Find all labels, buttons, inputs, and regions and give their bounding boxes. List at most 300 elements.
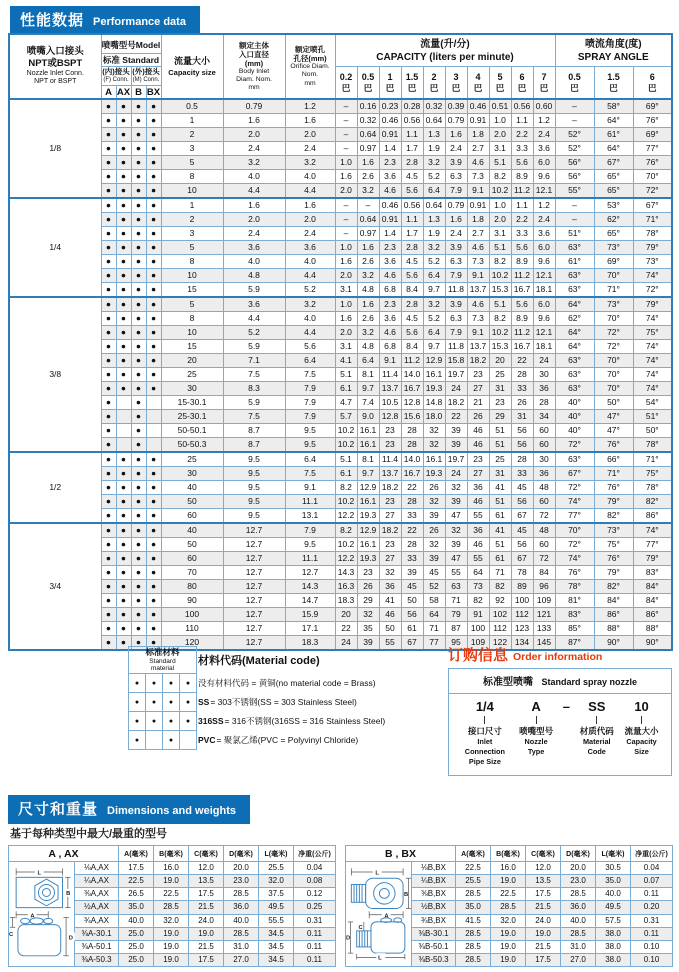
flow-value: 7.9 xyxy=(445,269,467,283)
performance-row xyxy=(9,538,672,552)
model-available-dot: ● xyxy=(131,340,146,354)
orifice-value: 1.2 xyxy=(285,99,335,114)
dimension-value: 22.5 xyxy=(456,862,491,875)
dimension-value: 16.0 xyxy=(154,862,189,875)
dimension-value: 40.0 xyxy=(561,914,596,927)
capacity-size-value: 50 xyxy=(161,538,223,552)
flow-value: 32 xyxy=(445,523,467,538)
model-available-dot: ● xyxy=(116,283,131,298)
flow-value: 10.5 xyxy=(379,396,401,410)
dim-column-header: L(毫米) xyxy=(596,846,631,862)
model-available-dot: ● xyxy=(146,198,161,213)
dim-banner-en: Dimensions and weights xyxy=(107,805,236,817)
flow-value: 3.2 xyxy=(357,269,379,283)
flow-value: 5.6 xyxy=(511,156,533,170)
capacity-size-value: 50-50.3 xyxy=(161,438,223,453)
orifice-value: 2.4 xyxy=(285,227,335,241)
flow-value: 24 xyxy=(533,354,555,368)
spray-angle-value: 86° xyxy=(633,608,672,622)
standard-material-head xyxy=(129,647,197,674)
dimension-value: 0.04 xyxy=(631,862,673,875)
flow-value: 2.3 xyxy=(379,241,401,255)
body-inlet-value: 3.6 xyxy=(223,241,285,255)
model-label: ½B,BX xyxy=(412,901,456,914)
flow-value: 0.28 xyxy=(401,99,423,114)
performance-row xyxy=(9,213,672,227)
dimension-value: 0.31 xyxy=(631,914,673,927)
flow-value: 7.3 xyxy=(467,170,489,184)
model-available-dot: ● xyxy=(101,382,116,396)
model-available-dot: ● xyxy=(101,227,116,241)
material-row xyxy=(129,674,197,693)
spray-angle-value: 90° xyxy=(633,636,672,651)
orifice-value: 7.9 xyxy=(285,523,335,538)
model-available-dot: ● xyxy=(101,636,116,651)
flow-value: 18.1 xyxy=(533,340,555,354)
flow-value: 9.0 xyxy=(357,410,379,424)
flow-value: 78 xyxy=(511,566,533,580)
flow-value: 41 xyxy=(489,523,511,538)
spray-angle-value: 69° xyxy=(633,99,672,114)
dimensions-weights-banner xyxy=(8,795,250,824)
model-available-dot: ● xyxy=(131,594,146,608)
capacity-size-value: 8 xyxy=(161,170,223,184)
flow-value: 3.6 xyxy=(379,170,401,184)
order-header-en: Standard spray nozzle xyxy=(541,677,637,687)
orifice-value: 3.2 xyxy=(285,297,335,312)
flow-value: 12.1 xyxy=(533,269,555,283)
flow-value: 67 xyxy=(511,552,533,566)
flow-value: 16.1 xyxy=(423,452,445,467)
dimension-value: 36.0 xyxy=(224,901,259,914)
dimension-value: 23.0 xyxy=(561,875,596,888)
flow-value: 92 xyxy=(489,594,511,608)
performance-row xyxy=(9,99,672,114)
dimension-value: 0.25 xyxy=(294,901,336,914)
model-available-dot: ● xyxy=(131,481,146,495)
spray-angle-zh: 喷流角度(度) xyxy=(584,38,642,50)
orifice-value: 7.5 xyxy=(285,467,335,481)
flow-value: 30 xyxy=(533,368,555,382)
spray-angle-value: 64° xyxy=(555,297,594,312)
flow-value: 3.9 xyxy=(445,156,467,170)
flow-value: 41 xyxy=(489,481,511,495)
flow-value: 46 xyxy=(467,424,489,438)
model-label: ⅜A-50.3 xyxy=(75,953,119,966)
flow-value: 9.1 xyxy=(467,269,489,283)
spray-angle-value: 72° xyxy=(633,283,672,298)
model-available-dot: ● xyxy=(131,636,146,651)
dim-column-header: B(毫米) xyxy=(491,846,526,862)
flow-value: 6.0 xyxy=(533,297,555,312)
flow-value: 39 xyxy=(401,566,423,580)
orifice-value: 7.9 xyxy=(285,396,335,410)
flow-value: 71 xyxy=(445,594,467,608)
flow-value: 50 xyxy=(379,622,401,636)
flow-value: 6.3 xyxy=(445,312,467,326)
dimension-value: 28.5 xyxy=(491,901,526,914)
inlet-header-zh1: 喷嘴入口接头 xyxy=(26,46,84,58)
model-label: ¾B,BX xyxy=(412,914,456,927)
spray-angle-value: 73° xyxy=(594,523,633,538)
flow-value: 1.0 xyxy=(489,198,511,213)
spray-angle-value: 76° xyxy=(633,114,672,128)
order-title-en: Order information xyxy=(513,651,603,663)
flow-value: 2.8 xyxy=(401,297,423,312)
flow-value: 0.79 xyxy=(445,114,467,128)
performance-row xyxy=(9,340,672,354)
flow-value: 1.8 xyxy=(467,213,489,227)
flow-value: 6.0 xyxy=(533,156,555,170)
dimension-value: 25.0 xyxy=(119,953,154,966)
flow-value: 16.1 xyxy=(357,438,379,453)
angle-pressure-column-header xyxy=(555,67,594,100)
flow-value: 10.2 xyxy=(335,424,357,438)
model-available-dot: ● xyxy=(131,467,146,481)
model-available-dot: ● xyxy=(131,566,146,580)
flow-value: 3.1 xyxy=(335,340,357,354)
flow-value: 18.1 xyxy=(533,283,555,298)
performance-row xyxy=(9,198,672,213)
flow-value: 61 xyxy=(401,622,423,636)
flow-value: 96 xyxy=(533,580,555,594)
body-inlet-value: 12.7 xyxy=(223,538,285,552)
flow-value: 9.1 xyxy=(379,354,401,368)
body-inlet-value: 2.0 xyxy=(223,213,285,227)
model-available-dot: ● xyxy=(101,241,116,255)
model-available-dot: ● xyxy=(101,467,116,481)
flow-value: 73 xyxy=(467,580,489,594)
inlet-size-cell: 1/8 xyxy=(9,99,101,198)
spray-angle-value: – xyxy=(555,114,594,128)
flow-value: 2.8 xyxy=(401,156,423,170)
flow-value: 22 xyxy=(335,622,357,636)
flow-value: – xyxy=(335,99,357,114)
spray-angle-value: 51° xyxy=(555,227,594,241)
capacity-size-value: 60 xyxy=(161,552,223,566)
flow-value: 36 xyxy=(533,382,555,396)
banner-title-zh: 性能数据 xyxy=(20,12,85,29)
flow-value: 1.6 xyxy=(335,170,357,184)
body-inlet-value: 4.0 xyxy=(223,170,285,184)
model-label: ¼B,BX xyxy=(412,875,456,888)
model-available-dot: ● xyxy=(131,438,146,453)
model-available-dot: ● xyxy=(116,170,131,184)
model-available-dot: ● xyxy=(146,509,161,524)
spray-angle-value: 74° xyxy=(633,368,672,382)
flow-value: 33 xyxy=(511,467,533,481)
flow-value: 39 xyxy=(423,552,445,566)
spray-angle-value: 72° xyxy=(633,184,672,199)
model-available-dot: ● xyxy=(146,622,161,636)
flow-value: 123 xyxy=(511,622,533,636)
model-available-dot: ● xyxy=(116,142,131,156)
dim-column-header: B(毫米) xyxy=(154,846,189,862)
flow-value: 6.1 xyxy=(335,382,357,396)
performance-row xyxy=(9,396,672,410)
m-conn-zh: (外)接头 xyxy=(132,67,160,77)
flow-value: 56 xyxy=(511,438,533,453)
flow-value: 22 xyxy=(401,481,423,495)
flow-value: 28 xyxy=(401,495,423,509)
flow-value: 1.8 xyxy=(467,128,489,142)
dim-column-header: 净重(公斤) xyxy=(631,846,673,862)
performance-row xyxy=(9,523,672,538)
model-available-dot: ● xyxy=(101,538,116,552)
pressure-column-header xyxy=(423,67,445,100)
flow-value: 1.6 xyxy=(357,297,379,312)
model-available-dot: ● xyxy=(101,580,116,594)
flow-value: 51 xyxy=(489,438,511,453)
flow-value: 32 xyxy=(445,481,467,495)
flow-value: 55 xyxy=(467,552,489,566)
flow-value: 109 xyxy=(467,636,489,651)
flow-value: 56 xyxy=(511,424,533,438)
flow-value: 1.6 xyxy=(445,213,467,227)
dim-table-a-title: A , AX xyxy=(9,846,119,862)
pressure-value: 1.5 xyxy=(607,72,620,82)
flow-value: 6.8 xyxy=(379,340,401,354)
model-available-dot: ● xyxy=(101,156,116,170)
flow-value: 71 xyxy=(489,566,511,580)
standard-material-header-row xyxy=(129,647,197,674)
flow-value: 4.6 xyxy=(379,269,401,283)
flow-value: 8.4 xyxy=(401,340,423,354)
header-row-3 xyxy=(9,67,672,86)
model-available-dot: ● xyxy=(131,622,146,636)
flow-value: 28 xyxy=(401,438,423,453)
capacity-size-value: 5 xyxy=(161,241,223,255)
standard-material-header xyxy=(129,647,197,674)
model-header-en: Model xyxy=(135,40,161,50)
flow-value: 0.64 xyxy=(357,128,379,142)
flow-value: 82 xyxy=(467,594,489,608)
spray-angle-value: 64° xyxy=(594,114,633,128)
material-available-dot: ● xyxy=(163,674,180,693)
spray-angle-value: 77° xyxy=(633,538,672,552)
dimension-value: 20.0 xyxy=(224,862,259,875)
model-available-dot: ● xyxy=(101,424,116,438)
spray-angle-value: 71° xyxy=(633,452,672,467)
flow-value: 1.0 xyxy=(335,297,357,312)
dimension-value: 40.0 xyxy=(119,914,154,927)
dim-header-row xyxy=(9,846,336,862)
pressure-value: 7 xyxy=(541,72,547,82)
dim-column-header: A(毫米) xyxy=(456,846,491,862)
standard-material-body xyxy=(129,674,197,750)
capacity-size-value: 110 xyxy=(161,622,223,636)
model-available-dot: ● xyxy=(116,636,131,651)
female-connection-header xyxy=(101,67,131,86)
capacity-size-value: 0.5 xyxy=(161,99,223,114)
body-inlet-value: 12.7 xyxy=(223,636,285,651)
flow-value: 11.2 xyxy=(511,184,533,199)
dim-column-header: D(毫米) xyxy=(224,846,259,862)
material-available-dot: ● xyxy=(180,712,197,731)
order-part-label: Type xyxy=(527,747,545,757)
model-available-dot: ● xyxy=(101,170,116,184)
orifice-value: 14.7 xyxy=(285,594,335,608)
material-code-title: 材料代码(Material code) xyxy=(198,654,320,667)
flow-value: 0.51 xyxy=(489,99,511,114)
flow-value: 0.79 xyxy=(445,198,467,213)
order-part xyxy=(618,699,665,767)
model-label: ⅜B-50.1 xyxy=(412,940,456,953)
model-unavailable-cell xyxy=(116,438,131,453)
svg-text:B: B xyxy=(403,892,409,899)
flow-value: 6.3 xyxy=(445,255,467,269)
model-available-dot: ● xyxy=(116,368,131,382)
capacity-size-value: 25 xyxy=(161,452,223,467)
spray-angle-value: 74° xyxy=(633,354,672,368)
flow-value: 14.8 xyxy=(423,396,445,410)
body-inlet-value: 12.7 xyxy=(223,523,285,538)
model-column-a: A xyxy=(101,86,116,100)
flow-value: 27 xyxy=(467,382,489,396)
flow-value: 24 xyxy=(445,467,467,481)
flow-value: 121 xyxy=(533,608,555,622)
dimension-value: 22.5 xyxy=(119,875,154,888)
order-tick-line xyxy=(641,716,642,724)
material-code-legend xyxy=(198,646,478,749)
model-available-dot: ● xyxy=(131,538,146,552)
order-part-label: Size xyxy=(634,747,649,757)
dimension-value: 17.5 xyxy=(119,862,154,875)
performance-table-head xyxy=(9,34,672,99)
flow-value: 29 xyxy=(489,410,511,424)
flow-value: 6.4 xyxy=(423,326,445,340)
dimension-value: 34.5 xyxy=(259,953,294,966)
flow-value: 1.3 xyxy=(423,128,445,142)
model-available-dot: ● xyxy=(146,269,161,283)
flow-value: 33 xyxy=(401,552,423,566)
model-available-dot: ● xyxy=(146,368,161,382)
flow-value: 22 xyxy=(401,523,423,538)
model-available-dot: ● xyxy=(146,382,161,396)
model-available-dot: ● xyxy=(101,198,116,213)
flow-value: 0.32 xyxy=(357,114,379,128)
dimension-value: 0.07 xyxy=(631,875,673,888)
flow-value: 12.1 xyxy=(533,184,555,199)
model-unavailable-cell xyxy=(116,424,131,438)
body-inlet-value: 12.7 xyxy=(223,580,285,594)
flow-value: 32 xyxy=(379,566,401,580)
material-available-dot: ● xyxy=(163,693,180,712)
dim-column-header: 净重(公斤) xyxy=(294,846,336,862)
dimension-value: 37.5 xyxy=(259,888,294,901)
model-available-dot: ● xyxy=(101,213,116,227)
orifice-line: 额定喷孔 xyxy=(295,45,326,55)
material-row xyxy=(129,712,197,731)
flow-value: 56 xyxy=(511,538,533,552)
flow-value: 5.1 xyxy=(489,297,511,312)
order-code-breakdown xyxy=(449,694,671,775)
body-inlet-value: 8.7 xyxy=(223,438,285,453)
model-available-dot: ● xyxy=(116,552,131,566)
flow-value: 20 xyxy=(489,354,511,368)
flow-value: 8.2 xyxy=(489,312,511,326)
capacity-title-zh: 流量(升/分) xyxy=(420,38,470,50)
body-inlet-value: 2.4 xyxy=(223,227,285,241)
dimension-value: 13.5 xyxy=(189,875,224,888)
flow-value: 12.9 xyxy=(423,354,445,368)
flow-value: 2.0 xyxy=(489,213,511,227)
orifice-value: 11.1 xyxy=(285,495,335,509)
order-part-label: Inlet xyxy=(477,737,493,747)
capacity-size-value: 8 xyxy=(161,312,223,326)
dimension-value: 0.11 xyxy=(631,927,673,940)
dimension-value: 28.5 xyxy=(154,901,189,914)
dimension-value: 30.5 xyxy=(596,862,631,875)
flow-value: 4.6 xyxy=(467,156,489,170)
flow-value: 77 xyxy=(423,636,445,651)
dimension-value: 28.5 xyxy=(561,927,596,940)
pressure-value: 4 xyxy=(475,72,481,82)
model-available-dot: ● xyxy=(101,340,116,354)
svg-text:L: L xyxy=(375,870,379,877)
model-column-ax: AX xyxy=(116,86,131,98)
performance-row xyxy=(9,608,672,622)
performance-row xyxy=(9,326,672,340)
flow-value: 0.64 xyxy=(423,198,445,213)
spray-angle-value: 84° xyxy=(594,594,633,608)
dimension-value: 21.5 xyxy=(526,940,561,953)
model-available-dot: ● xyxy=(131,184,146,199)
model-available-dot: ● xyxy=(146,128,161,142)
flow-value: 28 xyxy=(401,538,423,552)
flow-value: 67 xyxy=(511,509,533,524)
order-part xyxy=(455,699,515,767)
spray-angle-value: 88° xyxy=(594,622,633,636)
flow-value: 27 xyxy=(379,509,401,524)
spray-angle-value: 62° xyxy=(555,312,594,326)
flow-value: 4.5 xyxy=(401,255,423,269)
inlet-size-cell: 1/4 xyxy=(9,198,101,297)
performance-row xyxy=(9,184,672,199)
dimension-value: 28.5 xyxy=(456,940,491,953)
flow-value: 4.6 xyxy=(379,326,401,340)
model-available-dot: ● xyxy=(116,213,131,227)
flow-value: 60 xyxy=(533,538,555,552)
spray-angle-value: 64° xyxy=(555,326,594,340)
spray-angle-value: 82° xyxy=(633,495,672,509)
capacity-size-header xyxy=(161,34,223,99)
flow-value: 29 xyxy=(357,594,379,608)
orifice-value: 1.6 xyxy=(285,114,335,128)
dimension-value: 41.5 xyxy=(456,914,491,927)
flow-value: 0.91 xyxy=(379,213,401,227)
flow-value: 8.1 xyxy=(357,368,379,382)
flow-value: 11.2 xyxy=(511,269,533,283)
performance-row xyxy=(9,438,672,453)
model-label: ¾A,AX xyxy=(75,914,119,927)
spray-angle-value: 70° xyxy=(555,523,594,538)
model-available-dot: ● xyxy=(101,410,116,424)
flow-value: 4.8 xyxy=(357,283,379,298)
order-part-label: 流量大小 xyxy=(624,726,659,736)
model-available-dot: ● xyxy=(146,354,161,368)
model-label: ⅜B-30.1 xyxy=(412,927,456,940)
model-unavailable-cell xyxy=(146,396,161,410)
dimension-value: 32.0 xyxy=(491,914,526,927)
flow-value: 64 xyxy=(423,608,445,622)
spray-angle-value: 73° xyxy=(594,297,633,312)
spray-angle-value: 63° xyxy=(555,269,594,283)
flow-value: 1.1 xyxy=(511,198,533,213)
flow-value: 26 xyxy=(423,523,445,538)
model-available-dot: ● xyxy=(131,382,146,396)
order-information-title xyxy=(448,644,672,665)
